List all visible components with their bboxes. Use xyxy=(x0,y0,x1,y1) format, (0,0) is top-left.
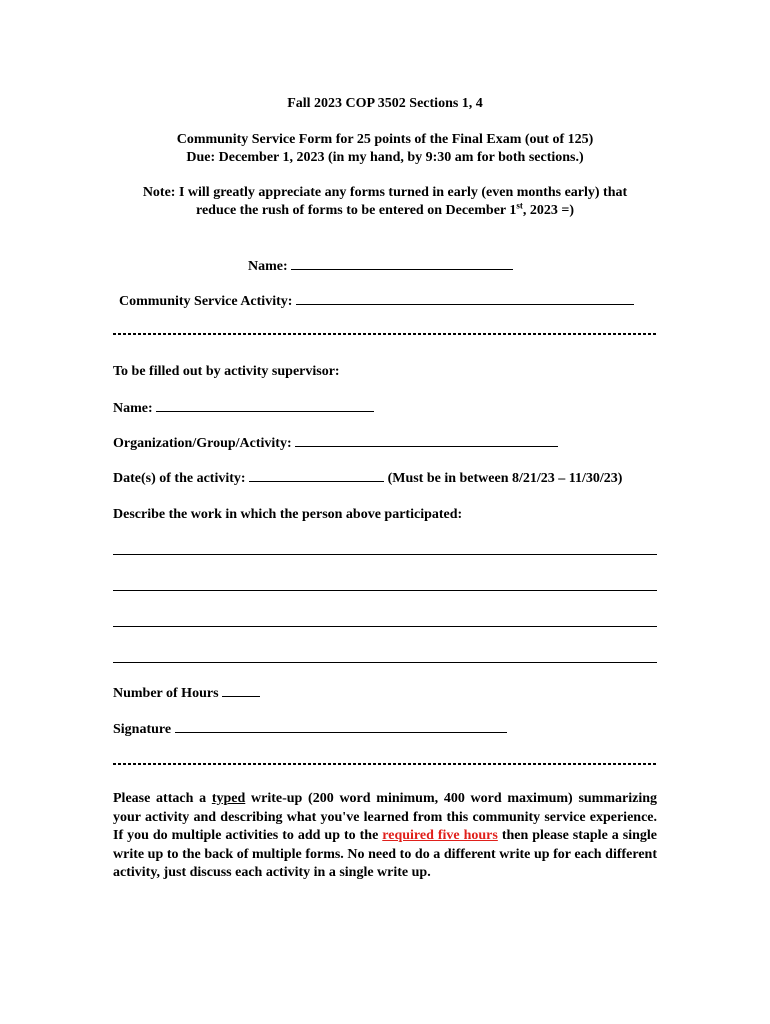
hours-label: Number of Hours xyxy=(113,686,219,701)
signature-label: Signature xyxy=(113,722,172,737)
description-line-4[interactable] xyxy=(113,662,657,663)
student-name-row xyxy=(248,257,513,276)
describe-label: Describe the work in which the person above participated: xyxy=(113,507,463,522)
typed-emphasis: typed xyxy=(211,791,246,806)
instructions-part-1: Please attach a xyxy=(113,791,212,806)
required-hours-highlight: required five hours xyxy=(382,828,498,843)
supervisor-name-field[interactable] xyxy=(156,399,374,412)
separator-top xyxy=(113,333,657,335)
course-title: Fall 2023 COP 3502 Sections 1, 4 xyxy=(287,96,483,111)
student-name-field[interactable] xyxy=(291,257,513,270)
signature-field[interactable] xyxy=(175,720,507,733)
instructions-paragraph xyxy=(113,790,657,883)
organization-row xyxy=(113,434,558,453)
dates-field[interactable] xyxy=(249,469,384,482)
dates-label: Date(s) of the activity: xyxy=(113,471,246,486)
supervisor-heading: To be filled out by activity supervisor: xyxy=(113,364,340,379)
signature-row xyxy=(113,720,507,739)
description-line-1[interactable] xyxy=(113,554,657,555)
dates-note: (Must be in between 8/21/23 – 11/30/23) xyxy=(387,471,623,486)
organization-field[interactable] xyxy=(295,434,558,447)
supervisor-name-row xyxy=(113,399,374,418)
form-title: Community Service Form for 25 points of the Final Exam (out of 125) xyxy=(176,132,594,147)
organization-label: Organization/Group/Activity: xyxy=(113,436,292,451)
description-line-2[interactable] xyxy=(113,590,657,591)
separator-bottom xyxy=(113,763,657,765)
supervisor-name-label: Name: xyxy=(113,401,153,416)
activity-row xyxy=(119,292,634,311)
activity-label: Community Service Activity: xyxy=(119,294,293,309)
activity-field[interactable] xyxy=(296,292,634,305)
hours-field[interactable] xyxy=(222,684,260,697)
dates-row xyxy=(113,469,622,488)
note-line-2-text: reduce the rush of forms to be entered on December 1 xyxy=(195,203,517,218)
note-superscript: st xyxy=(516,200,523,211)
note-line-1: Note: I will greatly appreciate any forms turned in early (even months early) that xyxy=(142,185,628,200)
hours-row xyxy=(113,684,260,703)
student-name-label: Name: xyxy=(248,259,288,274)
instructions-part-2: write-up (200 word minimum, 400 word maximum) summarizing your activity and describing what you've learned from this community service experience. If you do multiple activities to add up to the xyxy=(113,791,657,843)
instructions-part-3: then please staple a single write up to the back of multiple forms. No need to do a different write up for each different activity, just discuss each activity in a single write up. xyxy=(113,828,657,880)
description-line-3[interactable] xyxy=(113,626,657,627)
note-line-2 xyxy=(0,202,770,220)
note-line-2-end: , 2023 =) xyxy=(522,203,575,218)
due-date: Due: December 1, 2023 (in my hand, by 9:30 am for both sections.) xyxy=(186,150,584,165)
